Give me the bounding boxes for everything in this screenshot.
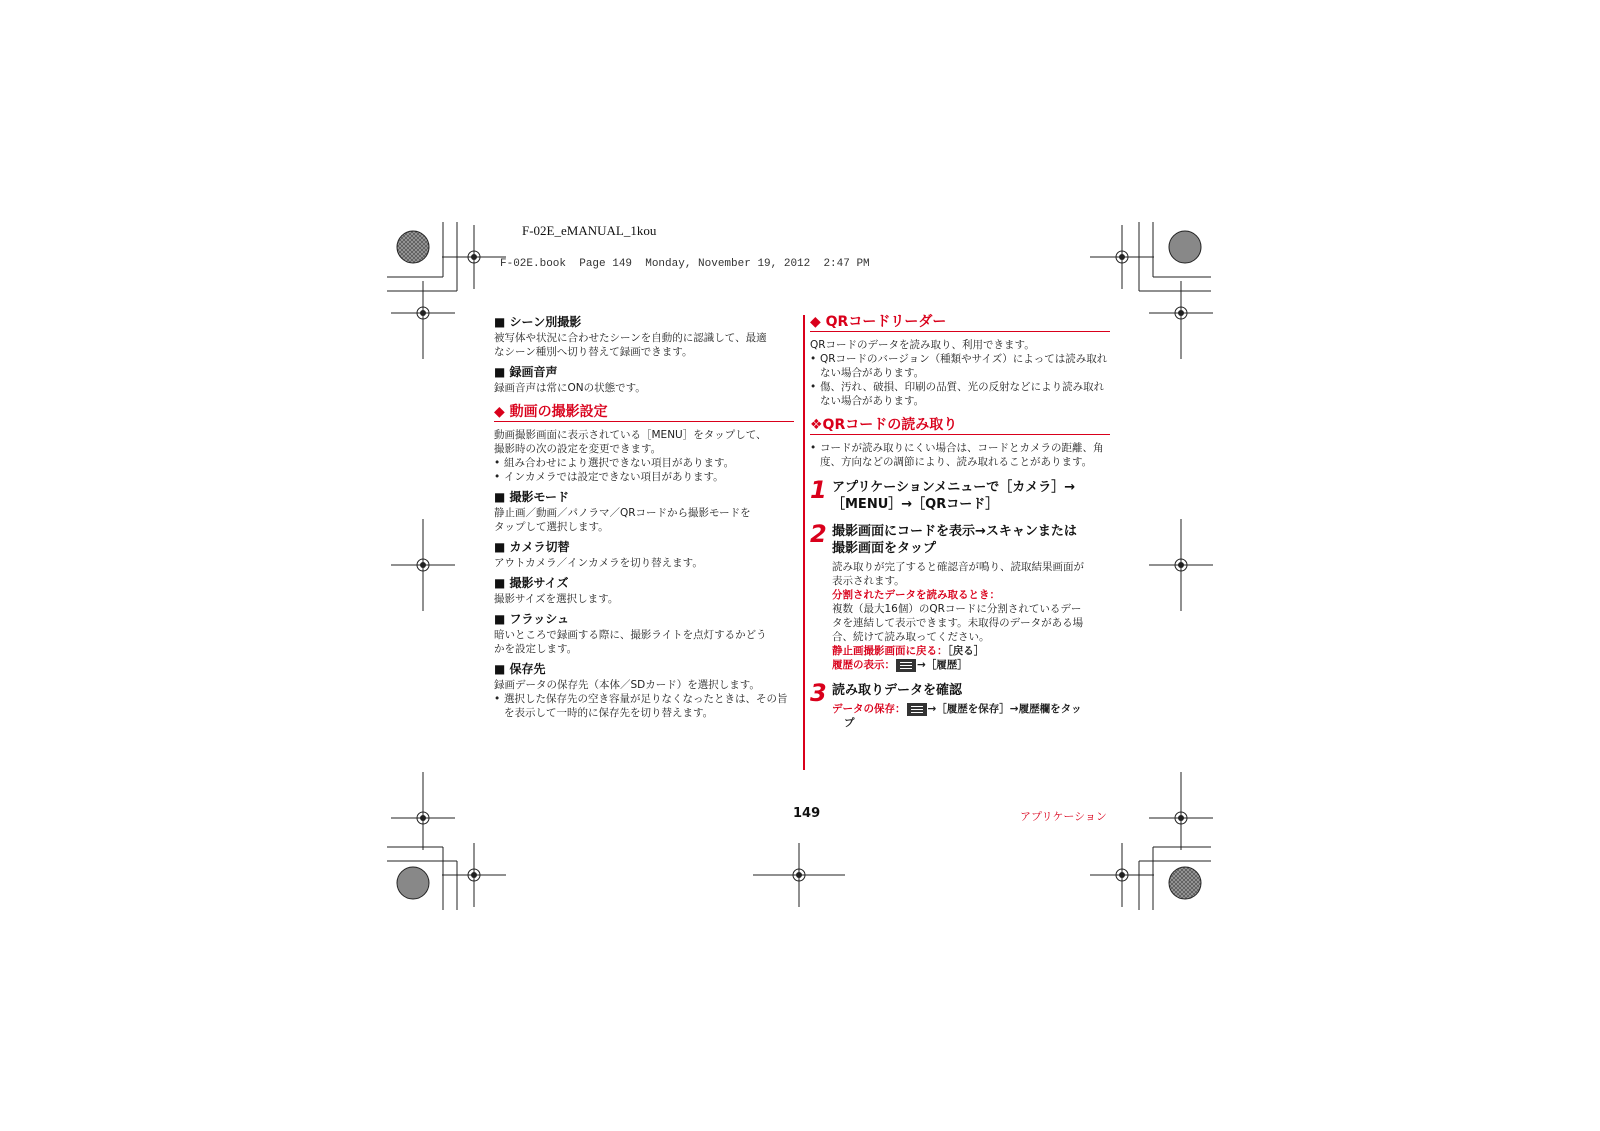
- page-number: 149: [793, 806, 821, 821]
- flash-text-line: かを設定します。: [494, 643, 578, 655]
- storage-notes: [494, 692, 794, 720]
- left-column: [494, 315, 794, 720]
- qr-reader-notes: [810, 352, 1110, 408]
- step-number: 2: [810, 520, 827, 548]
- history-row: [832, 658, 1110, 672]
- split-data-line: 合、続けて読み取ってください。: [832, 631, 990, 643]
- step-1: [810, 476, 1110, 513]
- flash-text: [494, 628, 794, 656]
- step-title-line: ［MENU］→［QRコード］: [832, 497, 999, 512]
- history-value: →［履歴］: [917, 659, 968, 671]
- step-body-line: 表示されます。: [832, 575, 905, 587]
- return-label: 静止画撮影画面に戻る：: [832, 645, 948, 657]
- step-title-line: 撮影画面にコードを表示→スキャンまたは: [832, 524, 1077, 539]
- movie-settings-notes: [494, 456, 794, 484]
- split-data-line: 複数（最大16個）のQRコードに分割されているデー: [832, 603, 1082, 615]
- mode-text: [494, 506, 794, 534]
- step-number: 3: [810, 679, 827, 707]
- section-name: アプリケーション: [1020, 810, 1107, 823]
- column-divider: [803, 315, 805, 770]
- step-title: [832, 523, 1110, 557]
- save-value: →［履歴を保存］→履歴欄をタッ: [927, 703, 1082, 715]
- return-row: [832, 644, 1110, 658]
- right-column: [810, 315, 1110, 730]
- menu-icon: [907, 703, 927, 716]
- flash-text-line: 暗いところで録画する際に、撮影ライトを点灯するかどう: [494, 629, 767, 641]
- split-data-line: タを連結して表示できます。未取得のデータがある場: [832, 617, 1084, 629]
- note-item: • QRコードのバージョン（種類やサイズ）によっては読み取れない場合があります。: [810, 352, 1110, 380]
- mode-text-line: 静止画／動画／パノラマ／QRコードから撮影モードを: [494, 507, 751, 519]
- audio-text: 録画音声は常にONの状態です。: [494, 382, 646, 394]
- history-label: 履歴の表示：: [832, 659, 895, 671]
- step-title: [832, 479, 1110, 513]
- save-row: [832, 702, 1110, 716]
- menu-icon: [896, 659, 916, 672]
- camera-switch-text: アウトカメラ／インカメラを切り替えます。: [494, 557, 703, 569]
- step-body: [832, 560, 1110, 672]
- camera-switch-heading: ■ カメラ切替: [494, 540, 570, 554]
- movie-settings-line: 動画撮影画面に表示されている［MENU］をタップして、: [494, 429, 767, 441]
- step-number: 1: [810, 476, 827, 504]
- note-item: • 選択した保存先の空き容量が足りなくなったときは、その旨を表示して一時的に保存先を切り替えます。: [494, 692, 794, 720]
- save-value-cont: プ: [844, 717, 855, 729]
- mode-heading: ■ 撮影モード: [494, 490, 570, 504]
- split-data-label: 分割されたデータを読み取るとき：: [832, 589, 1000, 601]
- size-text: 撮影サイズを選択します。: [494, 593, 619, 605]
- storage-heading: ■ 保存先: [494, 662, 546, 676]
- document-filename: F-02E_eMANUAL_1kou: [522, 223, 657, 238]
- scene-text: [494, 331, 794, 359]
- note-item: • 傷、汚れ、破損、印刷の品質、光の反射などにより読み取れない場合があります。: [810, 380, 1110, 408]
- movie-settings-text: [494, 428, 794, 456]
- step-3: [810, 679, 1110, 730]
- qr-reader-text: QRコードのデータを読み取り、利用できます。: [810, 339, 1035, 351]
- movie-settings-heading: ◆ 動画の撮影設定: [494, 405, 794, 422]
- note-item: • 組み合わせにより選択できない項目があります。: [494, 456, 794, 470]
- qr-reader-heading: ◆ QRコードリーダー: [810, 315, 1110, 332]
- step-title-line: 撮影画面をタップ: [832, 541, 937, 556]
- size-heading: ■ 撮影サイズ: [494, 576, 569, 590]
- save-label: データの保存：: [832, 703, 906, 715]
- qr-read-heading: ❖QRコードの読み取り: [810, 418, 1110, 435]
- step-body: [832, 702, 1110, 730]
- scene-heading: ■ シーン別撮影: [494, 315, 582, 329]
- qr-read-notes: [810, 441, 1110, 469]
- movie-settings-line: 撮影時の次の設定を変更できます。: [494, 443, 662, 455]
- step-body-line: 読み取りが完了すると確認音が鳴り、読取結果画面が: [832, 561, 1084, 573]
- book-page-info: F-02E.book Page 149 Monday, November 19, 2012 2:47 PM: [500, 258, 870, 270]
- scene-text-line: なシーン種別へ切り替えて録画できます。: [494, 346, 693, 358]
- note-item: • コードが読み取りにくい場合は、コードとカメラの距離、角度、方向などの調節により、読み取れることがあります。: [810, 441, 1110, 469]
- flash-heading: ■ フラッシュ: [494, 612, 570, 626]
- note-item: • インカメラでは設定できない項目があります。: [494, 470, 794, 484]
- mode-text-line: タップして選択します。: [494, 521, 609, 533]
- scene-text-line: 被写体や状況に合わせたシーンを自動的に認識して、最適: [494, 332, 767, 344]
- step-2: [810, 520, 1110, 672]
- audio-heading: ■ 録画音声: [494, 365, 558, 379]
- return-value: ［戻る］: [947, 645, 985, 657]
- step-title-line: アプリケーションメニューで［カメラ］→: [832, 480, 1076, 495]
- storage-text: 録画データの保存先（本体／SDカード）を選択します。: [494, 679, 760, 691]
- step-title: 読み取りデータを確認: [832, 683, 963, 698]
